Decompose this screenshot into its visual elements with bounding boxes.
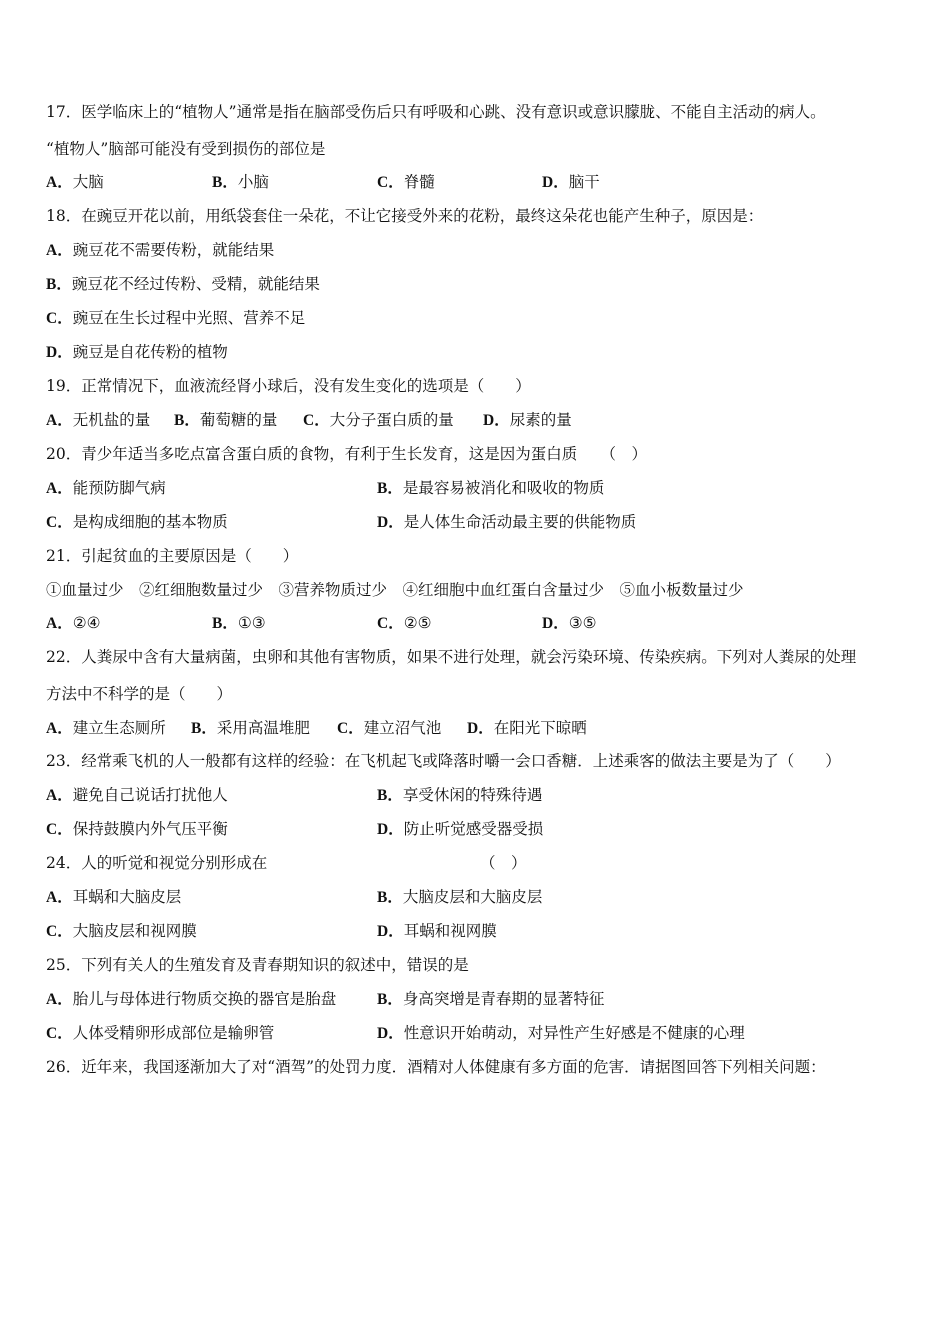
option-text: 建立沼气池 <box>363 719 442 737</box>
q25-option-d[interactable] <box>377 1022 745 1044</box>
option-text: ③⑤ <box>568 614 597 632</box>
option-letter: D． <box>542 615 569 632</box>
option-text: ①③ <box>237 614 266 632</box>
option-text: 脑干 <box>568 173 600 191</box>
q23-option-a[interactable] <box>46 784 228 806</box>
option-letter: A． <box>46 991 73 1008</box>
option-letter: C． <box>377 174 404 191</box>
q18-option-b[interactable] <box>46 273 320 295</box>
option-letter: A． <box>46 412 73 429</box>
option-text: 大脑 <box>72 173 104 191</box>
question-21-choices: ①血量过少 ②红细胞数量过少 ③营养物质过少 ④红细胞中血红蛋白含量过少 ⑤血小板数量过少 <box>46 581 744 599</box>
question-17-text-cont: “植物人”脑部可能没有受到损伤的部位是 <box>46 140 326 158</box>
option-letter: C． <box>46 923 73 940</box>
q25-option-b[interactable] <box>377 988 604 1010</box>
q24-option-b[interactable] <box>377 886 542 908</box>
option-letter: A． <box>46 615 73 632</box>
q17-option-c[interactable] <box>377 171 435 193</box>
q20-option-b[interactable] <box>377 477 604 499</box>
option-letter: A． <box>46 889 73 906</box>
q17-option-a[interactable] <box>46 171 104 193</box>
option-text: ②④ <box>72 614 101 632</box>
option-letter: B． <box>212 174 238 191</box>
q23-option-c[interactable] <box>46 818 228 840</box>
option-text: 豌豆花不经过传粉、受精，就能结果 <box>71 275 320 293</box>
option-text: 建立生态厕所 <box>72 719 166 737</box>
option-text: 享受休闲的特殊待遇 <box>402 786 543 804</box>
option-letter: C． <box>46 1025 73 1042</box>
option-letter: D． <box>542 174 569 191</box>
q24-option-a[interactable] <box>46 886 181 908</box>
question-18-text: 18．在豌豆开花以前，用纸袋套住一朵花，不让它接受外来的花粉，最终这朵花也能产生种子，原因是： <box>46 207 764 225</box>
option-text: 采用高温堆肥 <box>216 719 310 737</box>
q24-option-c[interactable] <box>46 920 197 942</box>
question-24-bracket: （ ） <box>480 854 527 872</box>
option-letter: A． <box>46 242 73 259</box>
option-text: ②⑤ <box>403 614 432 632</box>
question-21-text: 21．引起贫血的主要原因是（ ） <box>46 547 299 565</box>
option-letter: B． <box>191 720 217 737</box>
option-letter: D． <box>483 412 510 429</box>
q24-option-d[interactable] <box>377 920 497 942</box>
option-letter: C． <box>46 310 73 327</box>
option-letter: D． <box>46 344 73 361</box>
q19-option-d[interactable] <box>483 409 572 431</box>
option-letter: D． <box>467 720 494 737</box>
option-text: 大脑皮层和大脑皮层 <box>402 888 543 906</box>
option-letter: B． <box>377 889 403 906</box>
option-letter: D． <box>377 821 404 838</box>
option-text: 小脑 <box>237 173 269 191</box>
option-text: 大分子蛋白质的量 <box>329 411 454 429</box>
q21-option-b[interactable] <box>212 612 266 634</box>
option-text: 避免自己说话打扰他人 <box>72 786 228 804</box>
option-letter: B． <box>377 480 403 497</box>
option-text: 豌豆是自花传粉的植物 <box>72 343 228 361</box>
question-26-text: 26．近年来，我国逐渐加大了对“酒驾”的处罚力度．酒精对人体健康有多方面的危害．请据图回答下列相关问题： <box>46 1058 826 1076</box>
q21-option-d[interactable] <box>542 612 597 634</box>
option-text: 能预防脚气病 <box>72 479 166 497</box>
q18-option-a[interactable] <box>46 239 274 261</box>
option-letter: B． <box>212 615 238 632</box>
option-letter: B． <box>174 412 200 429</box>
q20-option-a[interactable] <box>46 477 166 499</box>
q17-option-d[interactable] <box>542 171 600 193</box>
option-letter: C． <box>46 514 73 531</box>
option-text: 耳蜗和大脑皮层 <box>72 888 182 906</box>
option-text: 性意识开始萌动，对异性产生好感是不健康的心理 <box>403 1024 745 1042</box>
q19-option-b[interactable] <box>174 409 277 431</box>
option-text: 无机盐的量 <box>72 411 151 429</box>
q18-option-c[interactable] <box>46 307 305 329</box>
question-25-text: 25．下列有关人的生殖发育及青春期知识的叙述中，错误的是 <box>46 956 469 974</box>
question-22-text-cont: 方法中不科学的是（ ） <box>46 685 233 703</box>
q22-option-c[interactable] <box>337 717 441 739</box>
q22-option-d[interactable] <box>467 717 587 739</box>
q22-option-a[interactable] <box>46 717 166 739</box>
option-letter: A． <box>46 720 73 737</box>
option-text: 人体受精卵形成部位是输卵管 <box>72 1024 275 1042</box>
option-text: 脊髓 <box>403 173 435 191</box>
option-text: 是人体生命活动最主要的供能物质 <box>403 513 637 531</box>
option-letter: D． <box>377 514 404 531</box>
option-letter: C． <box>46 821 73 838</box>
q20-option-d[interactable] <box>377 511 636 533</box>
option-text: 身高突增是青春期的显著特征 <box>402 990 605 1008</box>
q22-option-b[interactable] <box>191 717 310 739</box>
option-text: 是最容易被消化和吸收的物质 <box>402 479 605 497</box>
q20-option-c[interactable] <box>46 511 228 533</box>
option-letter: D． <box>377 1025 404 1042</box>
q25-option-a[interactable] <box>46 988 336 1010</box>
option-text: 保持鼓膜内外气压平衡 <box>72 820 228 838</box>
q18-option-d[interactable] <box>46 341 228 363</box>
option-letter: B． <box>46 276 72 293</box>
option-letter: A． <box>46 174 73 191</box>
option-letter: B． <box>377 787 403 804</box>
q19-option-c[interactable] <box>303 409 454 431</box>
question-20-text: 20．青少年适当多吃点富含蛋白质的食物，有利于生长发育，这是因为蛋白质 （ ） <box>46 445 647 463</box>
q17-option-b[interactable] <box>212 171 269 193</box>
q23-option-d[interactable] <box>377 818 543 840</box>
option-letter: A． <box>46 480 73 497</box>
q21-option-c[interactable] <box>377 612 432 634</box>
option-letter: B． <box>377 991 403 1008</box>
question-22-text: 22．人粪尿中含有大量病菌，虫卵和其他有害物质，如果不进行处理，就会污染环境、传染疾病。下列对人粪尿的处理 <box>46 648 857 666</box>
option-text: 胎儿与母体进行物质交换的器官是胎盘 <box>72 990 337 1008</box>
q19-option-a[interactable] <box>46 409 150 431</box>
q25-option-c[interactable] <box>46 1022 274 1044</box>
option-text: 豌豆在生长过程中光照、营养不足 <box>72 309 306 327</box>
option-letter: C． <box>337 720 364 737</box>
option-text: 在阳光下晾晒 <box>493 719 587 737</box>
question-23-text: 23．经常乘飞机的人一般都有这样的经验：在飞机起飞或降落时嚼一会口香糖．上述乘客的做法主要是为了（ ） <box>46 752 841 770</box>
option-text: 是构成细胞的基本物质 <box>72 513 228 531</box>
option-text: 葡萄糖的量 <box>199 411 278 429</box>
q23-option-b[interactable] <box>377 784 542 806</box>
option-text: 防止听觉感受器受损 <box>403 820 544 838</box>
option-text: 耳蜗和视网膜 <box>403 922 497 940</box>
question-24-text: 24．人的听觉和视觉分别形成在 <box>46 854 268 872</box>
option-letter: D． <box>377 923 404 940</box>
question-17-text: 17．医学临床上的“植物人”通常是指在脑部受伤后只有呼吸和心跳、没有意识或意识朦胧、不能自主活动的病人。 <box>46 103 826 121</box>
q21-option-a[interactable] <box>46 612 101 634</box>
option-letter: A． <box>46 787 73 804</box>
option-letter: C． <box>377 615 404 632</box>
question-19-text: 19．正常情况下，血液流经肾小球后，没有发生变化的选项是（ ） <box>46 377 531 395</box>
option-text: 豌豆花不需要传粉，就能结果 <box>72 241 275 259</box>
option-text: 大脑皮层和视网膜 <box>72 922 197 940</box>
option-letter: C． <box>303 412 330 429</box>
option-text: 尿素的量 <box>509 411 572 429</box>
